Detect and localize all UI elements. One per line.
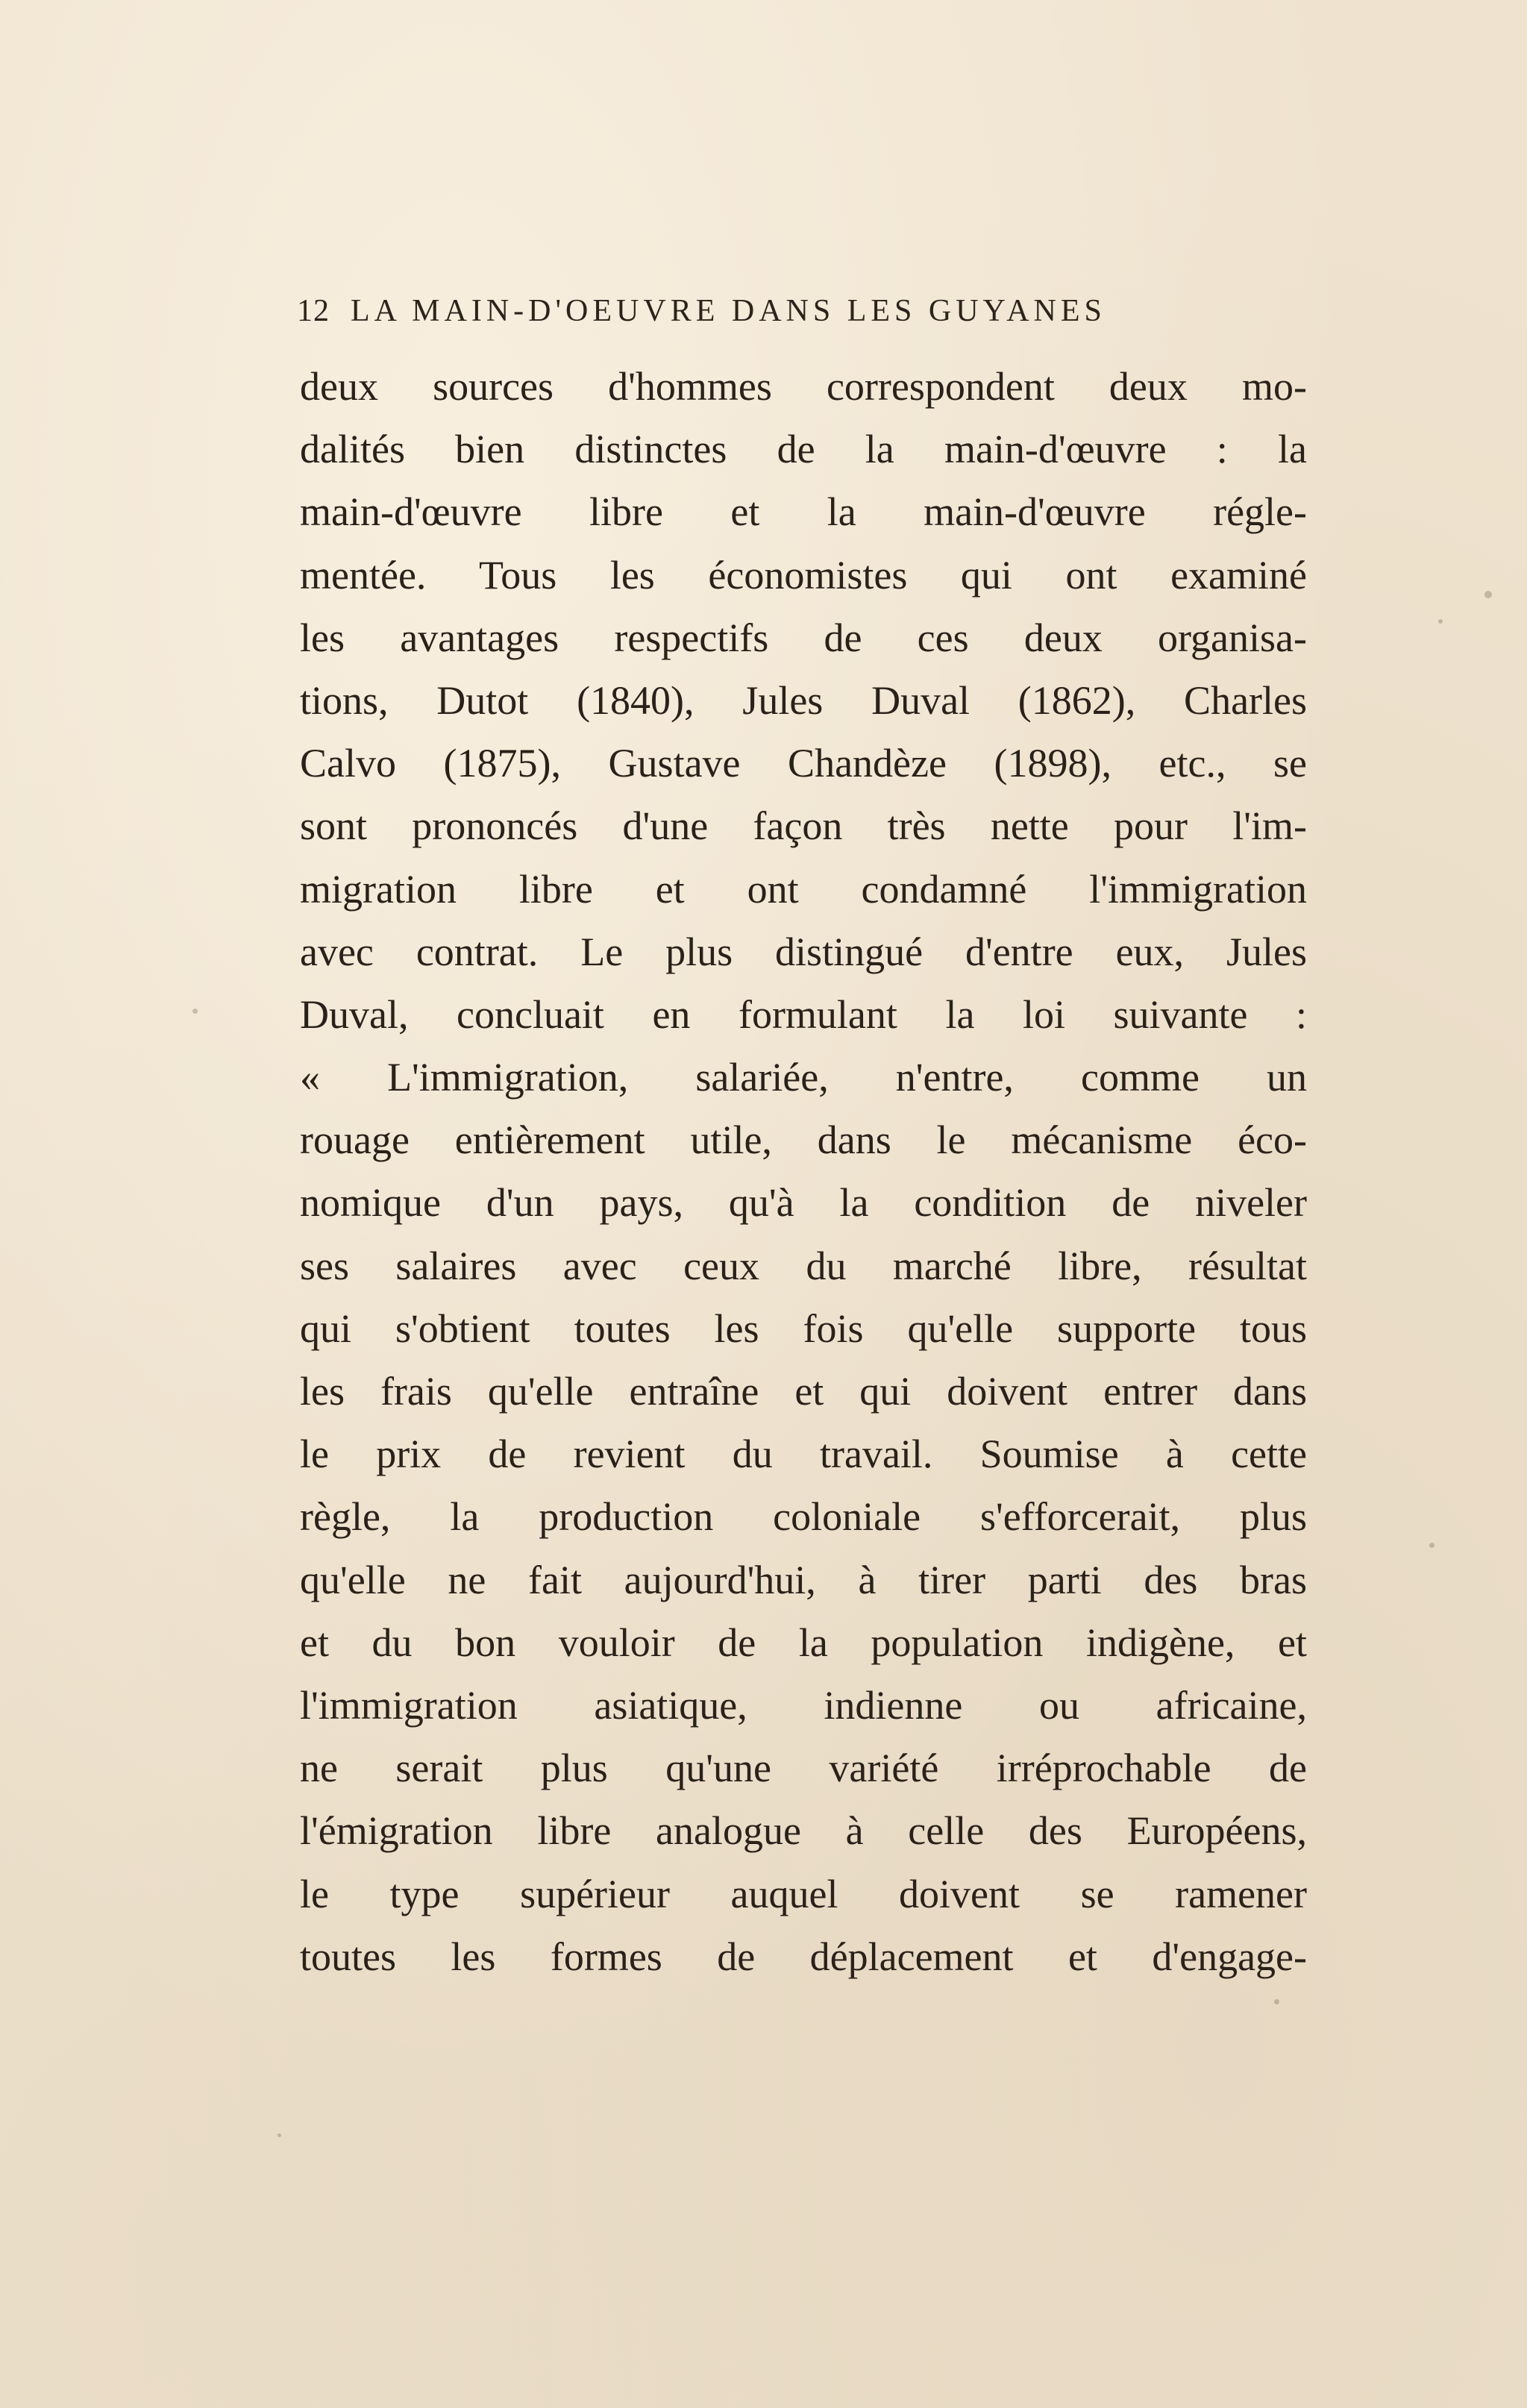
text-line: le prix de revient du travail. Soumise à cette xyxy=(300,1432,1307,1477)
paper-speck xyxy=(1429,1543,1434,1548)
body-text xyxy=(300,355,1307,1988)
page-number: 12 xyxy=(297,294,330,328)
text-line: mentée. Tous les économistes qui ont examiné xyxy=(300,552,1307,598)
text-line: Duval, concluait en formulant la loi suivante : xyxy=(300,991,1307,1037)
paper-speck xyxy=(1484,591,1492,598)
text-line: avec contrat. Le plus distingué d'entre eux, Jules xyxy=(300,929,1307,974)
text-line: le type supérieur auquel doivent se ramener xyxy=(300,1871,1307,1916)
text-line: rouage entièrement utile, dans le mécanisme éco- xyxy=(300,1117,1307,1163)
text-line: les avantages respectifs de ces deux organisa- xyxy=(300,615,1307,660)
text-line: les frais qu'elle entraîne et qui doivent entrer dans xyxy=(300,1369,1307,1414)
text-line: deux sources d'hommes correspondent deux mo- xyxy=(300,364,1307,409)
running-head xyxy=(297,289,1267,333)
paper-speck xyxy=(1274,1999,1279,2004)
text-line: l'émigration libre analogue à celle des Européens, xyxy=(300,1808,1307,1854)
text-line: nomique d'un pays, qu'à la condition de niveler xyxy=(300,1180,1307,1226)
text-line: ne serait plus qu'une variété irréprochable de xyxy=(300,1746,1307,1791)
paper-speck xyxy=(1438,619,1443,624)
text-line: tions, Dutot (1840), Jules Duval (1862), Charles xyxy=(300,677,1307,723)
text-line: ses salaires avec ceux du marché libre, résultat xyxy=(300,1243,1307,1288)
text-line: qu'elle ne fait aujourd'hui, à tirer parti des bras xyxy=(300,1557,1307,1602)
text-line: toutes les formes de déplacement et d'engage- xyxy=(300,1934,1307,1979)
text-line: dalités bien distinctes de la main-d'œuvre : la xyxy=(300,427,1307,472)
running-title: LA MAIN-D'OEUVRE DANS LES GUYANES xyxy=(351,294,1106,328)
text-line: main-d'œuvre libre et la main-d'œuvre régle- xyxy=(300,489,1307,535)
text-line: Calvo (1875), Gustave Chandèze (1898), etc., se xyxy=(300,741,1307,786)
text-line: et du bon vouloir de la population indigène, et xyxy=(300,1620,1307,1665)
paper-speck xyxy=(278,2133,281,2137)
paper-speck xyxy=(192,1009,198,1014)
text-line: migration libre et ont condamné l'immigration xyxy=(300,866,1307,912)
text-line: « L'immigration, salariée, n'entre, comme un xyxy=(300,1055,1307,1100)
text-line: règle, la production coloniale s'efforcerait, plus xyxy=(300,1494,1307,1540)
text-line: sont prononcés d'une façon très nette pour l'im- xyxy=(300,803,1307,849)
text-line: qui s'obtient toutes les fois qu'elle supporte tous xyxy=(300,1305,1307,1351)
text-line: l'immigration asiatique, indienne ou africaine, xyxy=(300,1682,1307,1728)
